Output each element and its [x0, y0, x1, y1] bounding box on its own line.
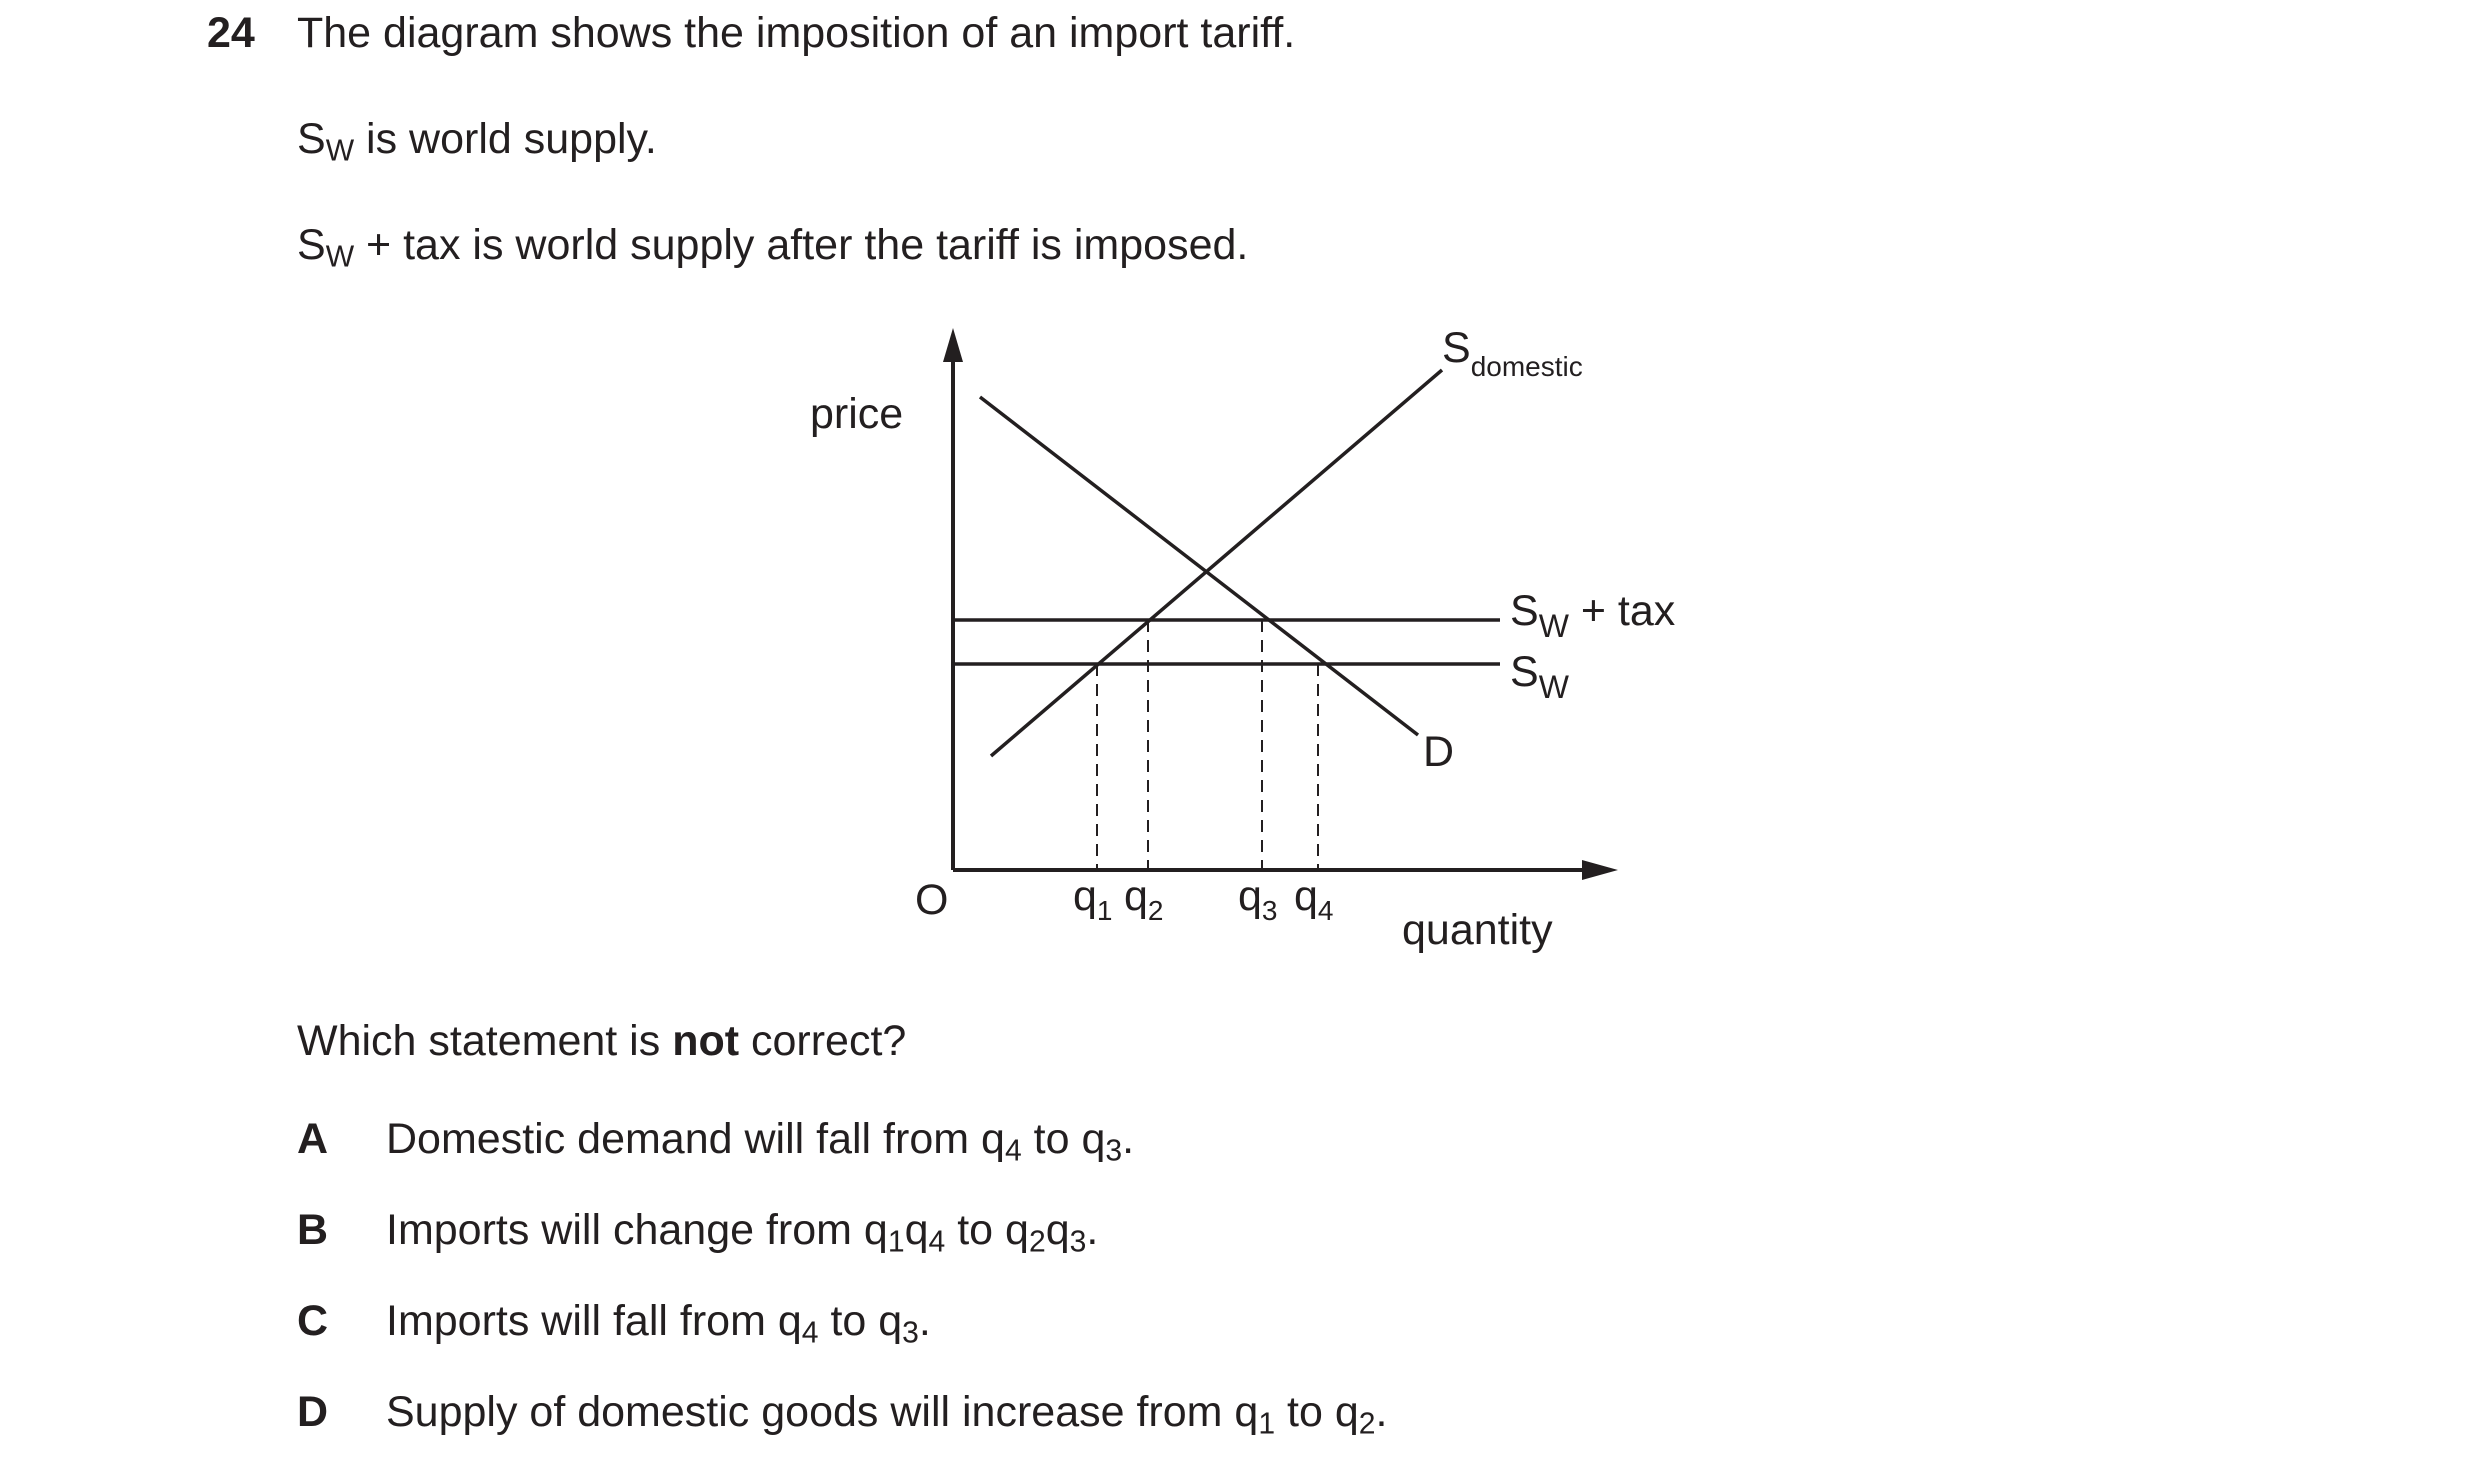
demand-label: D — [1423, 728, 1455, 776]
y-axis-arrow — [943, 328, 963, 362]
q1-label: $q_1$ — [1073, 872, 1113, 926]
s-domestic-label — [1442, 324, 1583, 382]
sw-tax-label — [1510, 587, 1676, 644]
sw-tax-label-symbol: S — [1510, 587, 1539, 635]
sw-tax-label-suffix: + tax — [1568, 587, 1676, 635]
option-letter: C — [297, 1297, 329, 1345]
question-number: 24 — [207, 9, 255, 57]
question-stem: The diagram shows the imposition of an import tariff. — [297, 9, 1296, 57]
option-letter: B — [297, 1206, 329, 1254]
q3-label: $q_3$ — [1238, 872, 1278, 926]
sw-tax-definition-text: + tax is world supply after the tariff is imposed. — [354, 221, 1249, 269]
option-text: Domestic demand will fall from $q_4$ to $q_3$. — [386, 1115, 1135, 1168]
prompt-emphasis: not — [672, 1017, 740, 1065]
option-text: Imports will fall from $q_4$ to $q_3$. — [386, 1297, 931, 1350]
s-domestic-subscript: domestic — [1470, 351, 1583, 382]
q4-label: $q_4$ — [1294, 872, 1334, 926]
sw-definition-text: is world supply. — [354, 115, 657, 163]
sw-symbol: S — [297, 115, 326, 163]
sw-subscript: W — [325, 134, 355, 168]
x-axis-label: quantity — [1402, 906, 1553, 954]
option-letter: A — [297, 1115, 329, 1163]
option-letter: D — [297, 1388, 329, 1436]
sw-tax-symbol: S — [297, 221, 326, 269]
q2-label: $q_2$ — [1124, 872, 1164, 926]
sw-label-symbol: S — [1510, 648, 1539, 696]
sw-label-subscript: W — [1538, 669, 1569, 705]
domestic-supply-curve — [991, 370, 1442, 756]
sw-label — [1510, 648, 1570, 705]
s-domestic-symbol: S — [1442, 324, 1471, 372]
option-text: Imports will change from $q_1q_4$ to $q_2q_3$. — [386, 1206, 1099, 1259]
sw-tax-label-subscript: W — [1538, 608, 1569, 644]
x-axis-arrow — [1582, 860, 1618, 880]
question-prompt: Which statement is not correct? — [297, 1017, 907, 1065]
y-axis-label: price — [810, 390, 904, 438]
sw-tax-subscript: W — [325, 240, 355, 274]
origin-label: O — [915, 876, 949, 924]
option-text: Supply of domestic goods will increase from $q_1$ to $q_2$. — [386, 1388, 1388, 1441]
